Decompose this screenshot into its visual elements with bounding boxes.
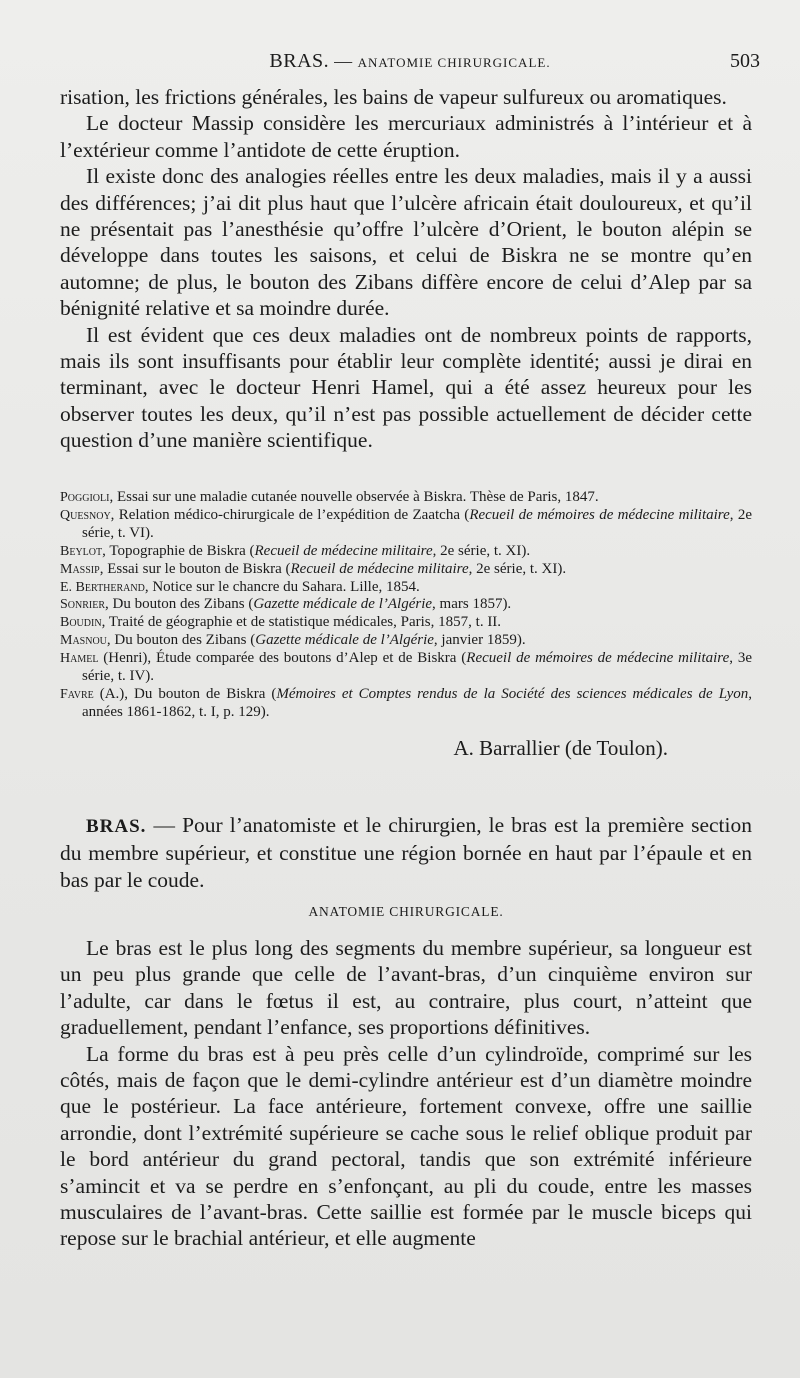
reference-text: , Essai sur une maladie cutanée nouvelle observée à Biskra. Thèse de Paris, 1847. — [109, 489, 599, 505]
reference-text: , Traité de géographie et de statistique médicales, Paris, 1857, t. II. — [101, 614, 502, 631]
reference-text: , Topographie de Biskra ( — [102, 542, 255, 559]
paragraph: Le bras est le plus long des segments du membre supérieur, sa longueur est un peu plus grande que celle de l’avant-bras, d’un cinquième environ sur l’adulte, car dans le fœtus il est, au contraire, plus court, n’atteint que graduellement, pendant l’enfance, ses proportions définitives. — [60, 936, 752, 1040]
reference-author: Sonrier — [60, 597, 106, 613]
reference-entry — [60, 650, 752, 686]
reference-source: Recueil de médecine militaire — [290, 560, 469, 577]
reference-details: , années 1861-1862, t. I, p. 129). — [82, 685, 753, 720]
running-head — [60, 50, 760, 76]
reference-author: Hamel — [60, 651, 99, 667]
reference-source: Recueil de mémoires de médecine militaire — [469, 506, 730, 523]
continuation-text — [60, 84, 752, 454]
reference-details: , 2e série, t. VI). — [82, 506, 753, 541]
paragraph: Le docteur Massip considère les mercuriaux administrés à l’intérieur et à l’extérieur comme l’antidote de cette éruption. — [60, 111, 752, 162]
running-head-center — [60, 50, 760, 73]
reference-source: Recueil de mémoires de médecine militaire — [466, 650, 730, 667]
reference-text: , Du bouton des Zibans ( — [105, 596, 254, 613]
reference-entry — [60, 507, 752, 543]
paragraph: Il existe donc des analogies réelles entre les deux maladies, mais il y a aussi des différences; j’ai dit plus haut que l’ulcère africain était douloureux, et qu’il ne présentait pas l’anesthésie qu’offre l’ulcère d’Orient, le bouton alépin se développe dans toutes les saisons, et celui de Biskra ne se montre qu’en automne; de plus, le bouton des Zibans diffère encore de celui d’Alep par sa bénignité relative et sa moindre durée. — [60, 164, 752, 321]
reference-details: , janvier 1859). — [433, 632, 526, 649]
article-intro-paragraph — [60, 812, 752, 893]
reference-details: , 2e série, t. XI). — [432, 542, 531, 559]
running-head-separator: — — [334, 51, 353, 71]
reference-entry — [60, 596, 752, 614]
reference-entry — [60, 543, 752, 561]
reference-details: , mars 1857). — [432, 596, 512, 613]
section-subheading: ANATOMIE CHIRURGICALE. — [308, 904, 504, 919]
author-signature: A. Barrallier (de Toulon). — [453, 736, 668, 760]
article-intro — [60, 812, 752, 893]
article-intro-text: — Pour l’anatomiste et le chirurgien, le bras est la première section du membre supérieur, et constitue une région bornée en haut par l’épaule et en bas par le coude. — [60, 813, 752, 892]
reference-source: Recueil de médecine militaire — [254, 542, 433, 559]
reference-entry — [60, 489, 752, 507]
reference-entry — [60, 579, 752, 597]
reference-author: Masnou — [60, 633, 107, 649]
bibliography — [60, 489, 752, 722]
reference-source: Gazette médicale de l’Algérie — [255, 632, 434, 649]
paragraph: Il est évident que ces deux maladies ont de nombreux points de rapports, mais ils sont insuffisants pour établir leur complète identité; aussi je dirai en terminant, avec le docteur Henri Hamel, qui a été assez heureux pour les observer toutes les deux, qu’il n’est pas possible actuellement de décider cette question d’une manière scientifique. — [60, 322, 752, 453]
reference-source: Gazette médicale de l’Algérie — [253, 596, 433, 613]
reference-text: (Henri), Étude comparée des boutons d’Alep et de Biskra ( — [98, 650, 467, 667]
reference-entry — [60, 632, 752, 650]
reference-entry — [60, 614, 752, 632]
reference-author: Poggioli — [60, 490, 110, 505]
reference-entry — [60, 561, 752, 579]
running-head-section: ANATOMIE CHIRURGICALE. — [357, 55, 551, 70]
reference-text: , Notice sur le chancre du Sahara. Lille, 1854. — [144, 578, 420, 595]
reference-entry — [60, 686, 752, 722]
paragraph: risation, les frictions générales, les bains de vapeur sulfureux ou aromatiques. — [60, 85, 727, 109]
reference-author: Beylot — [60, 543, 103, 559]
reference-text: , Essai sur le bouton de Biskra ( — [99, 560, 291, 577]
reference-text: , Relation médico-chirurgicale de l’expédition de Zaatcha ( — [110, 506, 470, 523]
reference-details: , 2e série, t. XI). — [468, 560, 567, 577]
reference-text: , Du bouton des Zibans ( — [106, 632, 256, 649]
reference-author: Massip — [60, 561, 100, 577]
article-body — [60, 935, 752, 1252]
page-number: 503 — [730, 50, 760, 72]
reference-author: Favre — [60, 686, 94, 702]
reference-details: , 3e série, t. IV). — [82, 650, 752, 685]
running-head-title: BRAS. — [269, 50, 330, 72]
paragraph: La forme du bras est à peu près celle d’un cylindroïde, comprimé sur les côtés, mais de façon que le demi-cylindre antérieur est d’un diamètre moindre que le postérieur. La face antérieure, fortement convexe, offre une saillie arrondie, dont l’extrémité supérieure se cache sous le relief oblique produit par le bord antérieur du grand pectoral, tandis que son extrémité inférieure s’amincit et va se perdre en s’enfonçant, au pli du coude, entre les masses musculaires de l’avant-bras. Cette saillie est formée par le muscle biceps qui repose sur le brachial antérieur, et elle augmente — [60, 1041, 752, 1251]
reference-source: Mémoires et Comptes rendus de la Société des sciences médicales de Lyon — [276, 685, 749, 702]
reference-author: E. Bertherand — [60, 579, 145, 595]
reference-author: Quesnoy — [60, 507, 111, 523]
reference-author: Boudin — [60, 615, 102, 631]
reference-text: (A.), Du bouton de Biskra ( — [93, 685, 277, 702]
article-heading: BRAS. — [86, 816, 147, 837]
